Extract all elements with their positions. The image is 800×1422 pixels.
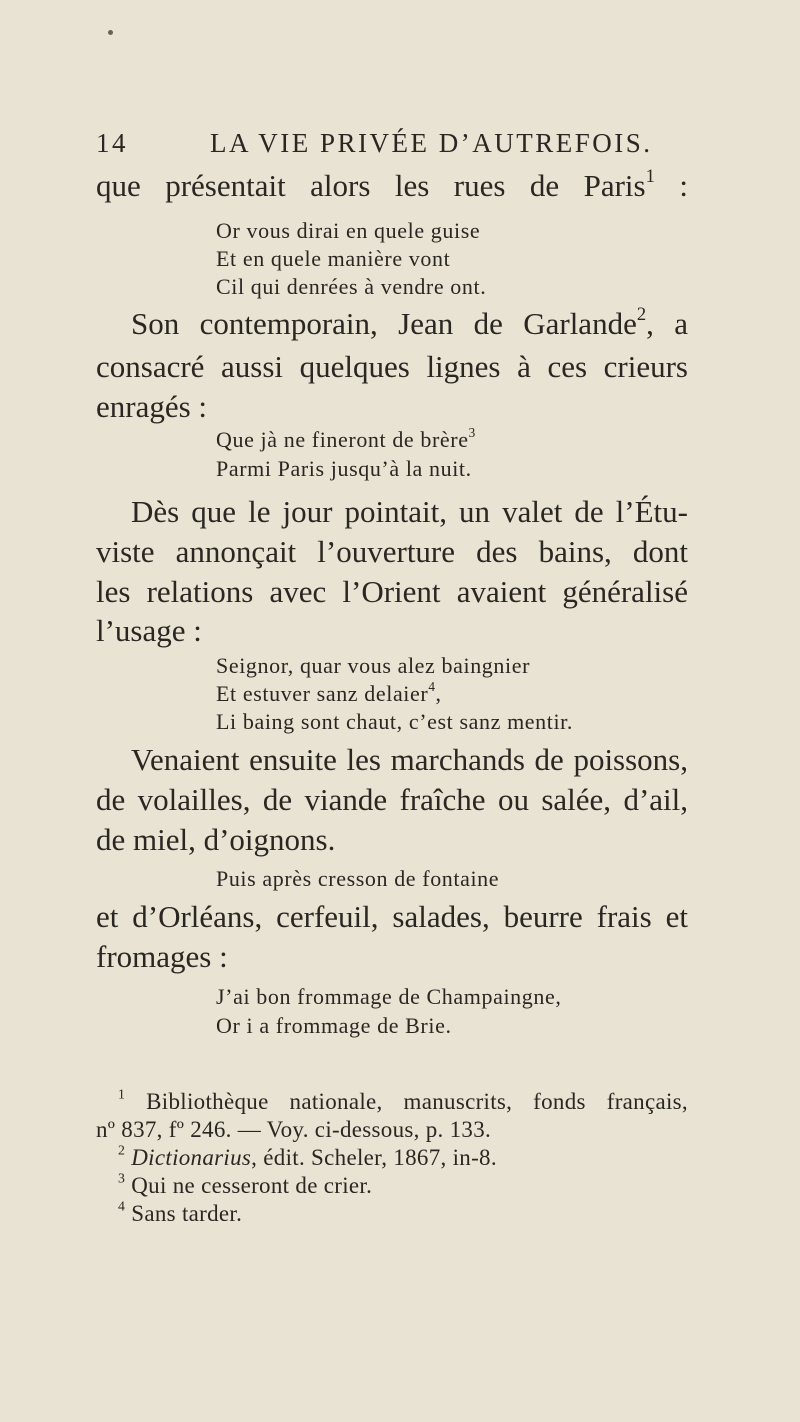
footnote-1: $^1$ Bibliothèque nationale, manuscrits, fonds français,: [118, 1086, 688, 1114]
running-title: LA VIE PRIVÉE D’AUTREFOIS.: [210, 128, 653, 158]
text-line: consacré aussi quelques lignes à ces crieurs: [96, 349, 688, 384]
footnote-ref: 1: [645, 166, 655, 188]
verse-line: Et en quele manière vont: [216, 246, 451, 271]
verse-line: Or vous dirai en quele guise: [216, 218, 481, 243]
footnote-marker: 2: [118, 1142, 126, 1158]
text-line: Venaient ensuite les marchands de poissons,: [131, 742, 688, 777]
text-line: Dès que le jour pointait, un valet de l’Étu-: [131, 494, 688, 529]
verse-line: Parmi Paris jusqu’à la nuit.: [216, 456, 472, 481]
footnote-marker: 1: [118, 1086, 126, 1102]
verse-line: Li baing sont chaut, c’est sanz mentir.: [216, 709, 573, 734]
text-line: que présentait alors les rues de Paris$^1$ :: [96, 166, 688, 203]
verse-line: Et estuver sanz delaier$^4$,: [216, 679, 442, 706]
footnote-ref: 3: [468, 425, 476, 441]
footnote-1-continued: nº 837, fº 246. — Voy. ci-dessous, p. 133.: [96, 1117, 492, 1142]
text-line: enragés :: [96, 389, 208, 424]
footnote-4: $^4$ Sans tarder.: [118, 1198, 243, 1226]
verse-line: J’ai bon frommage de Champaingne,: [216, 984, 562, 1009]
footnote-ref: 2: [636, 304, 647, 326]
footnote-marker: 4: [118, 1198, 126, 1214]
text-line: fromages :: [96, 939, 228, 974]
footnote-marker: 3: [118, 1170, 126, 1186]
footnote-2: $^2$ Dictionarius, édit. Scheler, 1867, in-8.: [118, 1142, 497, 1170]
page-number: 14: [96, 128, 128, 158]
text-line: viste annonçait l’ouverture des bains, dont: [96, 534, 688, 569]
text-line: les relations avec l’Orient avaient généralisé: [96, 574, 688, 609]
verse-line: Puis après cresson de fontaine: [216, 866, 500, 891]
text-line: de volailles, de viande fraîche ou salée, d’ail,: [96, 782, 688, 817]
text-line: et d’Orléans, cerfeuil, salades, beurre frais et: [96, 899, 688, 934]
verse-line: Que jà ne fineront de brère$^3$: [216, 425, 476, 452]
footnote-ref: 4: [428, 679, 436, 695]
verse-line: Seignor, quar vous alez baingnier: [216, 653, 530, 678]
text-line: Son contemporain, Jean de Garlande$^2$, a: [131, 304, 688, 341]
verse-line: Cil qui denrées à vendre ont.: [216, 274, 487, 299]
verse-line: Or i a frommage de Brie.: [216, 1013, 452, 1038]
text-line: l’usage :: [96, 613, 202, 648]
footnote-3: $^3$ Qui ne cesseront de crier.: [118, 1170, 373, 1198]
page-blemish: [108, 30, 113, 35]
text-line: de miel, d’oignons.: [96, 822, 336, 857]
